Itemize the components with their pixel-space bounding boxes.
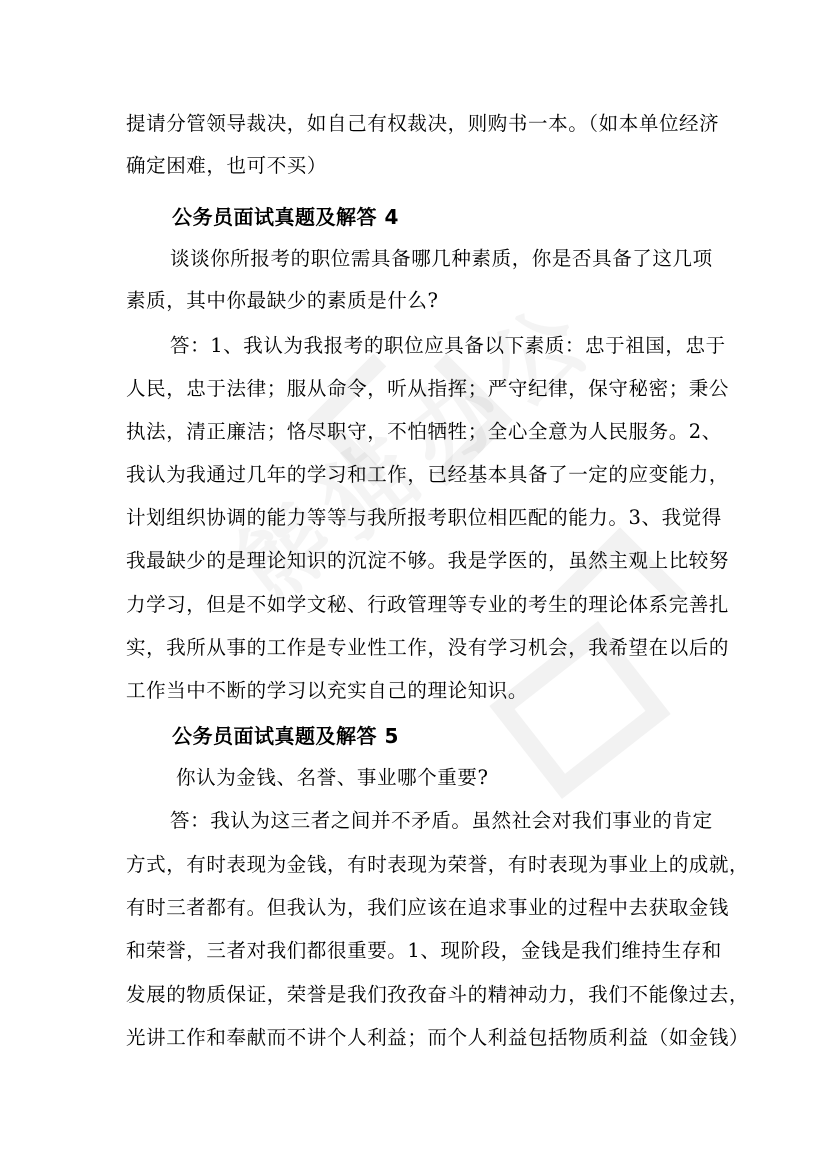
watermark-text — [204, 263, 619, 628]
answer-line: 实，我所从事的工作是专业性工作，没有学习机会，我希望在以后的 — [126, 636, 730, 659]
answer-line: 答：1、我认为我报考的职位应具备以下素质：忠于祖国，忠于 — [170, 334, 726, 357]
answer-line: 和荣誉，三者对我们都很重要。1、现阶段，金钱是我们维持生存和 — [126, 939, 722, 962]
answer-line: 计划组织协调的能力等等与我所报考职位相匹配的能力。3、我觉得 — [126, 506, 722, 529]
answer-line: 光讲工作和奉献而不讲个人利益；而个人利益包括物质利益（如金钱） — [126, 1026, 750, 1049]
answer-line: 我认为我通过几年的学习和工作，已经基本具备了一定的应变能力， — [126, 463, 730, 486]
answer-line: 人民，忠于法律；服从命令，听从指挥；严守纪律，保守秘密；秉公 — [126, 377, 730, 400]
paragraph-line: 确定困难，也可不买） — [126, 154, 328, 177]
paragraph-line: 提请分管领导裁决，如自己有权裁决，则购书一本。（如本单位经济 — [126, 112, 720, 135]
answer-line: 发展的物质保证，荣誉是我们孜孜奋斗的精神动力，我们不能像过去， — [126, 983, 750, 1006]
answer-line: 答：我认为这三者之间并不矛盾。虽然社会对我们事业的肯定 — [170, 809, 713, 832]
answer-line: 工作当中不断的学习以充实自己的理论知识。 — [126, 679, 529, 702]
question-line: 你认为金钱、名誉、事业哪个重要? — [176, 766, 489, 789]
answer-line: 力学习，但是不如学文秘、行政管理等专业的考生的理论体系完善扎 — [126, 593, 730, 616]
answer-line: 执法，清正廉洁；恪尽职守，不怕牺牲；全心全意为人民服务。2、 — [126, 420, 722, 443]
answer-line: 我最缺少的是理论知识的沉淀不够。我是学医的，虽然主观上比较努 — [126, 549, 730, 572]
question-line: 素质，其中你最缺少的素质是什么? — [126, 289, 439, 312]
section-heading-5: 公务员面试真题及解答 5 — [172, 724, 399, 748]
question-line: 谈谈你所报考的职位需具备哪几种素质，你是否具备了这几项 — [170, 247, 713, 270]
answer-line: 有时三者都有。但我认为，我们应该在追求事业的过程中去获取金钱 — [126, 896, 730, 919]
section-heading-4: 公务员面试真题及解答 4 — [172, 205, 399, 229]
answer-line: 方式，有时表现为金钱，有时表现为荣誉，有时表现为事业上的成就， — [126, 853, 750, 876]
